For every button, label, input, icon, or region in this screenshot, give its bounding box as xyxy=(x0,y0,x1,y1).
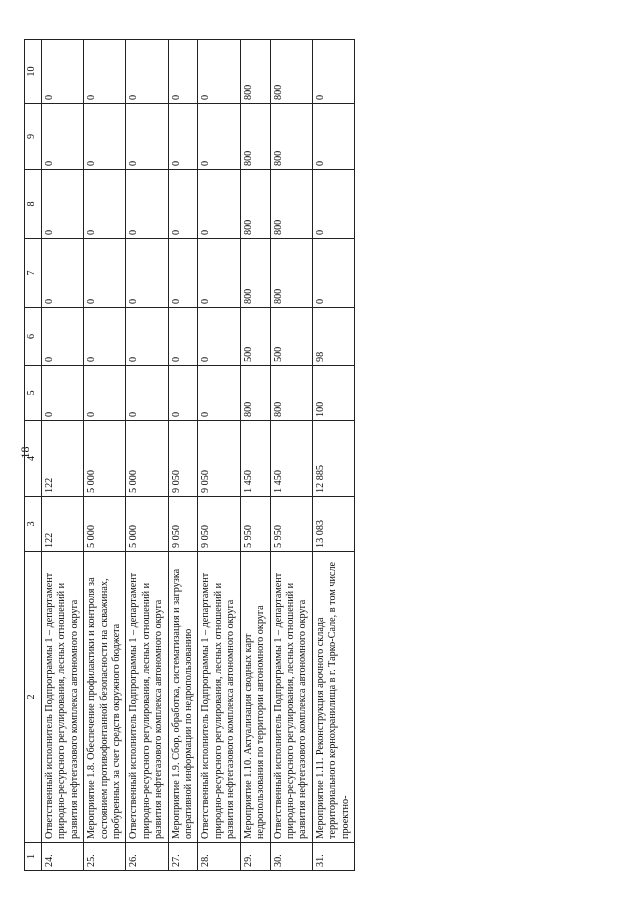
value-cell: 0 xyxy=(198,170,240,239)
table-row xyxy=(126,40,168,871)
value-cell: 0 xyxy=(126,170,168,239)
value-cell: 0 xyxy=(84,40,126,104)
value-cell: 9 050 xyxy=(198,497,240,552)
row-description: Ответственный исполнитель Подпрограммы 1 – департамент природно-ресурсного регулирования, лесных отношений и развития нефтегазового комплекса автономного округа xyxy=(270,552,312,843)
value-cell: 0 xyxy=(168,170,198,239)
table-row xyxy=(198,40,240,871)
value-cell: 12 885 xyxy=(312,421,354,497)
value-cell: 0 xyxy=(126,104,168,170)
row-number: 24. xyxy=(42,843,84,871)
value-cell: 98 xyxy=(312,308,354,366)
value-cell: 800 xyxy=(240,40,270,104)
value-cell: 800 xyxy=(240,239,270,308)
value-cell: 0 xyxy=(168,366,198,421)
value-cell: 13 083 xyxy=(312,497,354,552)
row-description: Ответственный исполнитель Подпрограммы 1 – департамент природно-ресурсного регулирования, лесных отношений и развития нефтегазового комплекса автономного округа xyxy=(198,552,240,843)
value-cell: 800 xyxy=(240,170,270,239)
row-description: Мероприятие 1.10. Актуализация сводных карт недропользования по территории автономного округа xyxy=(240,552,270,843)
value-cell: 5 950 xyxy=(240,497,270,552)
value-cell: 0 xyxy=(198,308,240,366)
column-header: 10 xyxy=(25,40,42,104)
value-cell: 0 xyxy=(168,308,198,366)
value-cell: 0 xyxy=(312,239,354,308)
value-cell: 5 000 xyxy=(126,497,168,552)
column-header: 8 xyxy=(25,170,42,239)
value-cell: 0 xyxy=(168,104,198,170)
value-cell: 9 050 xyxy=(168,421,198,497)
value-cell: 0 xyxy=(84,170,126,239)
value-cell: 0 xyxy=(42,239,84,308)
value-cell: 0 xyxy=(198,40,240,104)
value-cell: 800 xyxy=(270,366,312,421)
value-cell: 500 xyxy=(240,308,270,366)
row-number: 28. xyxy=(198,843,240,871)
table-row xyxy=(270,40,312,871)
table-body xyxy=(42,40,355,871)
value-cell: 0 xyxy=(198,104,240,170)
column-header: 5 xyxy=(25,366,42,421)
column-header: 2 xyxy=(25,552,42,843)
value-cell: 0 xyxy=(84,308,126,366)
row-description: Ответственный исполнитель Подпрограммы 1 – департамент природно-ресурсного регулирования, лесных отношений и развития нефтегазового комплекса автономного округа xyxy=(42,552,84,843)
row-number: 27. xyxy=(168,843,198,871)
value-cell: 5 000 xyxy=(126,421,168,497)
value-cell: 800 xyxy=(270,170,312,239)
column-header: 3 xyxy=(25,497,42,552)
value-cell: 0 xyxy=(168,40,198,104)
value-cell: 122 xyxy=(42,421,84,497)
value-cell: 0 xyxy=(42,366,84,421)
value-cell: 800 xyxy=(270,239,312,308)
table-row xyxy=(42,40,84,871)
value-cell: 0 xyxy=(312,170,354,239)
table-row xyxy=(84,40,126,871)
value-cell: 0 xyxy=(42,104,84,170)
row-description: Мероприятие 1.8. Обеспечение профилактики и контроля за состоянием противофонтанной безопасности на скважинах, пробуренных за счет средств окружного бюджета xyxy=(84,552,126,843)
column-header: 4 xyxy=(25,421,42,497)
value-cell: 5 000 xyxy=(84,497,126,552)
value-cell: 5 950 xyxy=(270,497,312,552)
value-cell: 1 450 xyxy=(270,421,312,497)
value-cell: 0 xyxy=(42,308,84,366)
table-row xyxy=(312,40,354,871)
value-cell: 0 xyxy=(84,104,126,170)
value-cell: 122 xyxy=(42,497,84,552)
row-number: 29. xyxy=(240,843,270,871)
header-row xyxy=(25,40,42,871)
value-cell: 1 450 xyxy=(240,421,270,497)
value-cell: 0 xyxy=(198,239,240,308)
value-cell: 0 xyxy=(42,40,84,104)
row-number: 30. xyxy=(270,843,312,871)
value-cell: 0 xyxy=(198,366,240,421)
value-cell: 500 xyxy=(270,308,312,366)
row-number: 31. xyxy=(312,843,354,871)
data-table xyxy=(24,39,355,871)
value-cell: 0 xyxy=(84,366,126,421)
value-cell: 0 xyxy=(126,40,168,104)
value-cell: 800 xyxy=(270,40,312,104)
row-number: 25. xyxy=(84,843,126,871)
value-cell: 0 xyxy=(312,40,354,104)
column-header: 6 xyxy=(25,308,42,366)
value-cell: 800 xyxy=(270,104,312,170)
value-cell: 100 xyxy=(312,366,354,421)
row-description: Мероприятие 1.11. Реконструкция арочного склада территориального кернохранилища в г. Тарко-Сале, в том числе проектно- xyxy=(312,552,354,843)
table-row xyxy=(240,40,270,871)
value-cell: 800 xyxy=(240,104,270,170)
value-cell: 0 xyxy=(84,239,126,308)
value-cell: 0 xyxy=(126,308,168,366)
table-row xyxy=(168,40,198,871)
column-header: 1 xyxy=(25,843,42,871)
row-description: Мероприятие 1.9. Сбор, обработка, систематизация и загрузка оперативной информации по недропользованию xyxy=(168,552,198,843)
value-cell: 0 xyxy=(42,170,84,239)
value-cell: 9 050 xyxy=(168,497,198,552)
value-cell: 5 000 xyxy=(84,421,126,497)
page-number: 18 xyxy=(18,446,32,459)
column-header: 9 xyxy=(25,104,42,170)
value-cell: 0 xyxy=(312,104,354,170)
value-cell: 800 xyxy=(240,366,270,421)
row-number: 26. xyxy=(126,843,168,871)
row-description: Ответственный исполнитель Подпрограммы 1 – департамент природно-ресурсного регулирования, лесных отношений и развития нефтегазового комплекса автономного округа xyxy=(126,552,168,843)
value-cell: 0 xyxy=(126,239,168,308)
value-cell: 0 xyxy=(168,239,198,308)
column-header: 7 xyxy=(25,239,42,308)
value-cell: 0 xyxy=(126,366,168,421)
value-cell: 9 050 xyxy=(198,421,240,497)
